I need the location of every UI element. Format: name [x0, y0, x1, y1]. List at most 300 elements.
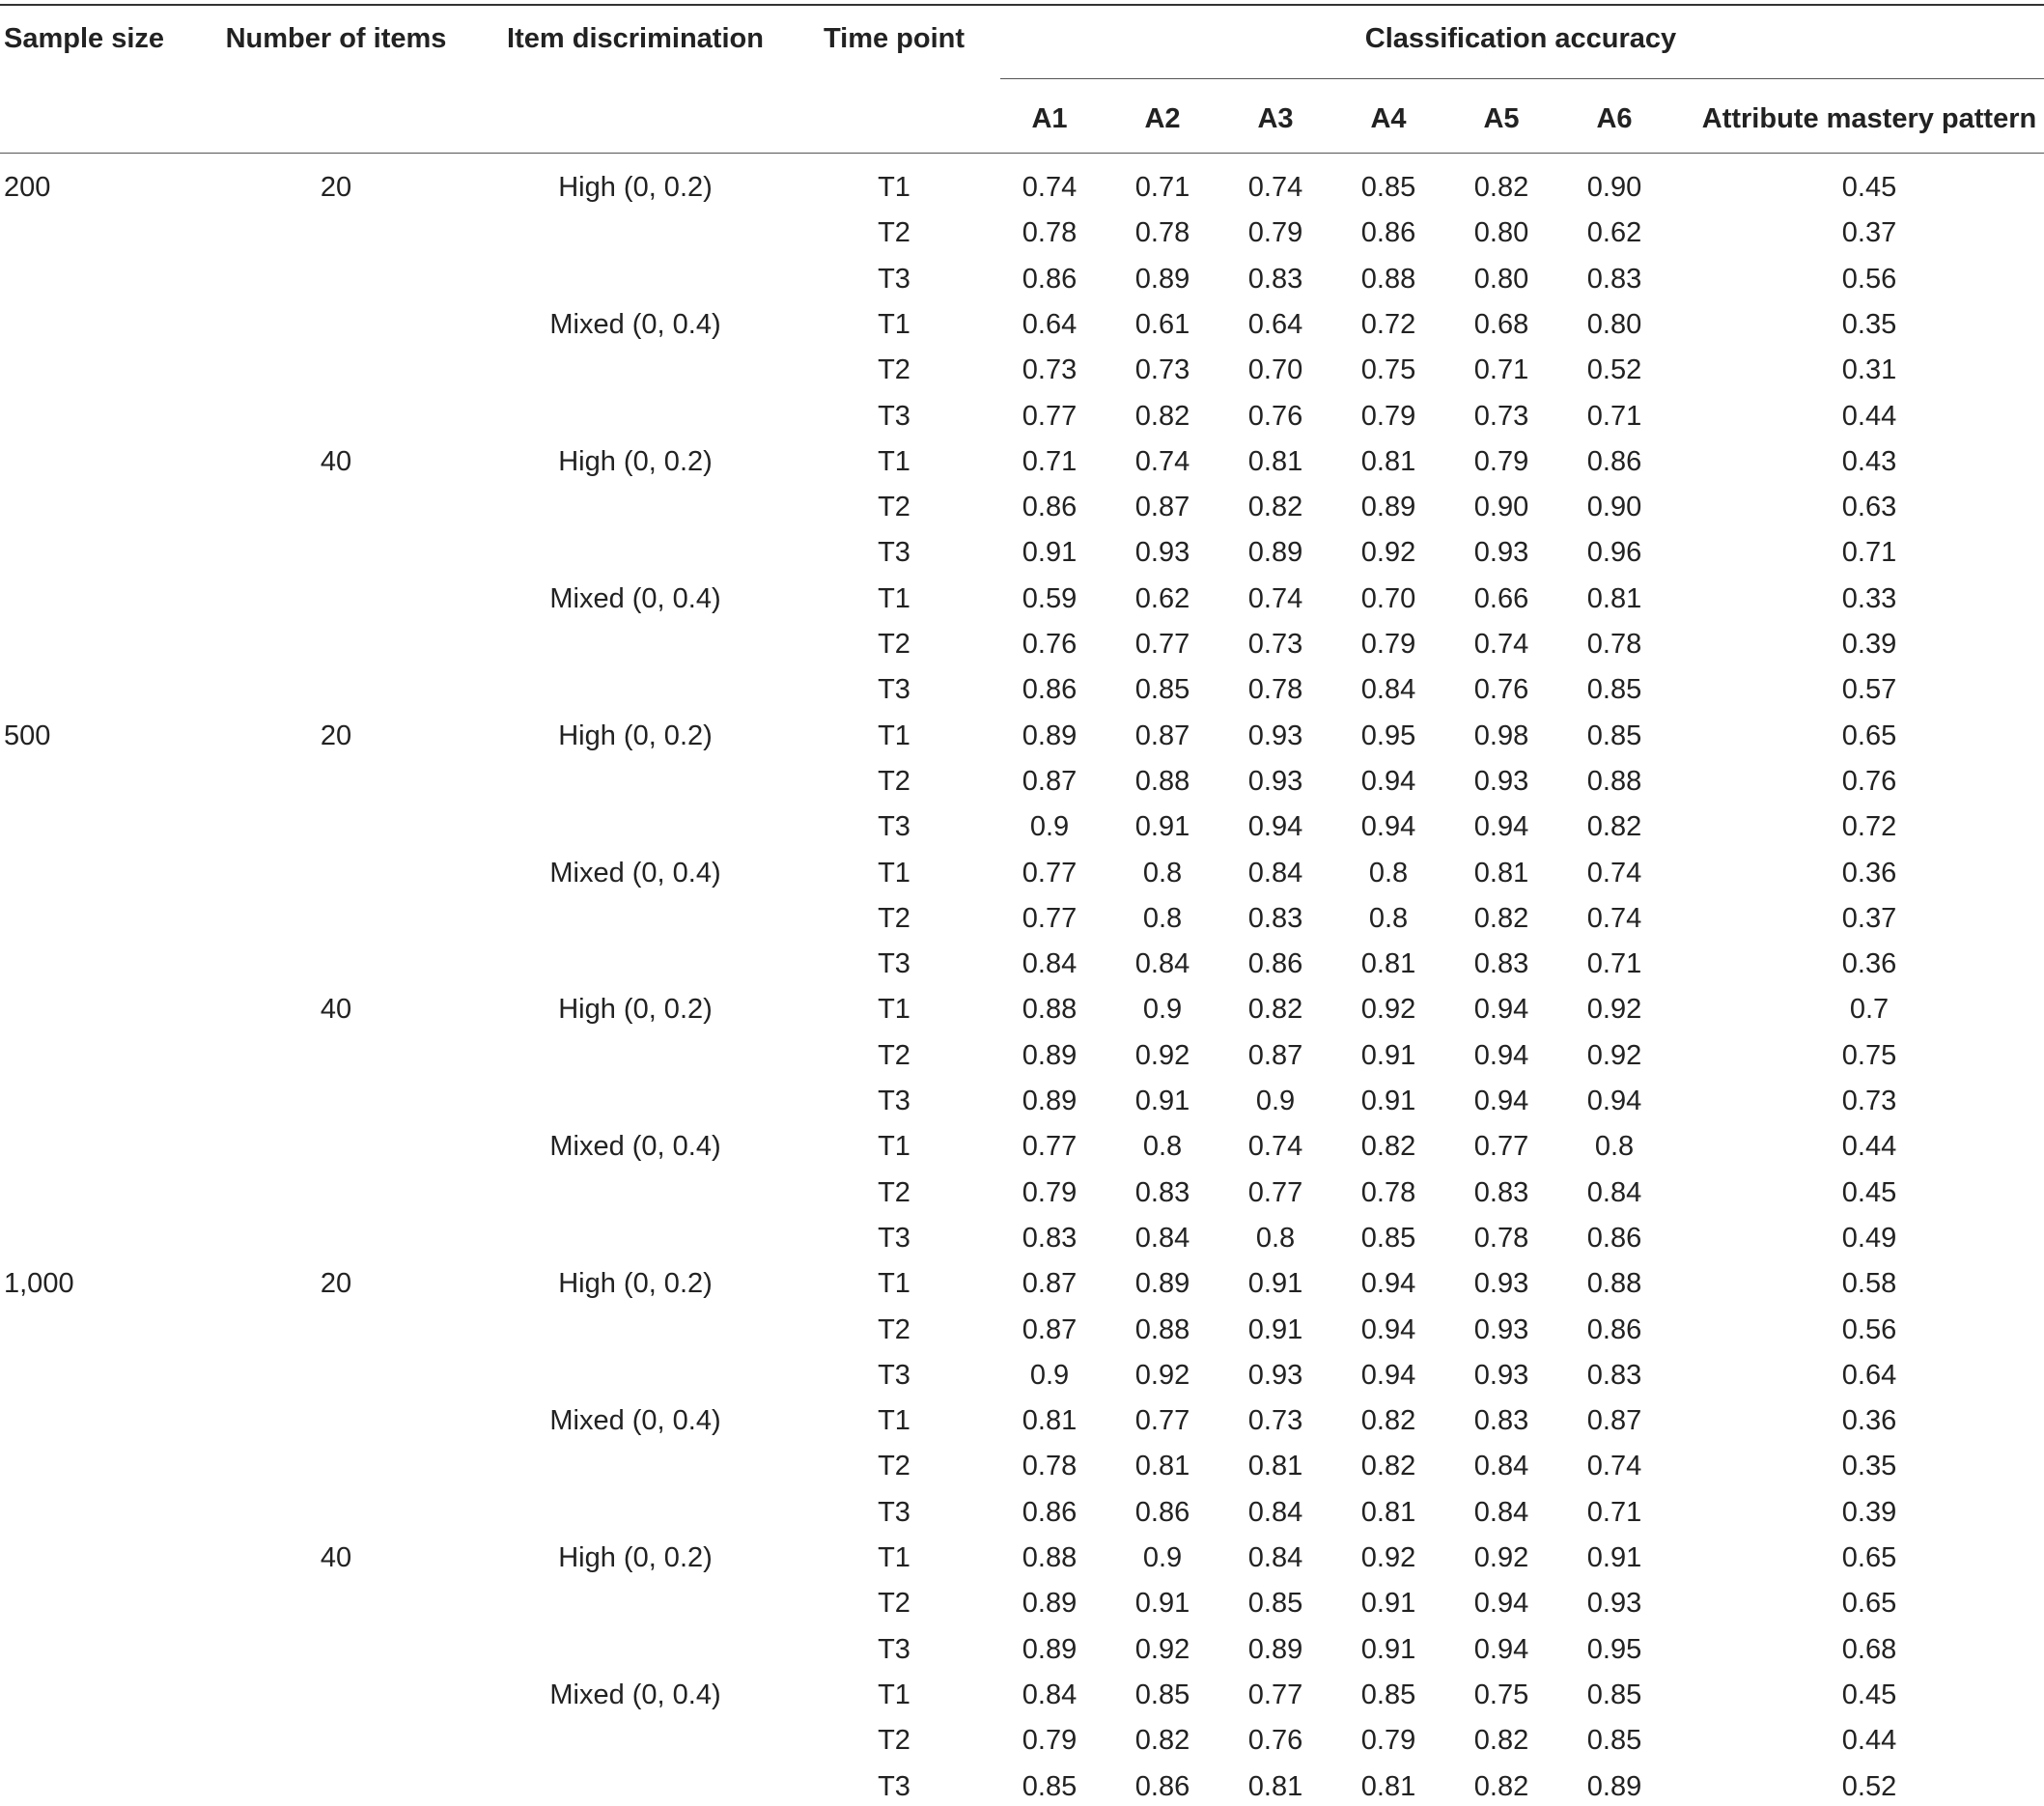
- time-point-cell: T3: [878, 1360, 910, 1391]
- accuracy-a1-cell: 0.89: [1022, 1634, 1078, 1665]
- attribute-mastery-pattern-cell: 0.65: [1841, 720, 1897, 751]
- accuracy-a2-cell: 0.87: [1134, 720, 1190, 751]
- accuracy-a6-cell: 0.89: [1586, 1771, 1642, 1802]
- accuracy-a3-cell: 0.93: [1247, 766, 1303, 797]
- accuracy-a4-cell: 0.95: [1360, 720, 1416, 751]
- accuracy-a6-cell: 0.71: [1586, 948, 1642, 979]
- accuracy-a2-cell: 0.8: [1142, 858, 1183, 889]
- accuracy-a6-cell: 0.92: [1586, 1040, 1642, 1071]
- attribute-mastery-pattern-cell: 0.39: [1841, 1497, 1897, 1528]
- accuracy-a6-cell: 0.86: [1586, 446, 1642, 477]
- accuracy-a3-cell: 0.78: [1247, 674, 1303, 705]
- accuracy-a6-cell: 0.90: [1586, 172, 1642, 203]
- time-point-cell: T2: [878, 1451, 910, 1481]
- accuracy-a5-cell: 0.92: [1473, 1542, 1529, 1573]
- accuracy-a5-cell: 0.81: [1473, 858, 1529, 889]
- accuracy-a3-cell: 0.91: [1247, 1314, 1303, 1345]
- accuracy-a3-cell: 0.91: [1247, 1268, 1303, 1299]
- accuracy-a1-cell: 0.79: [1022, 1177, 1078, 1208]
- accuracy-a3-cell: 0.89: [1247, 1634, 1303, 1665]
- accuracy-a3-cell: 0.77: [1247, 1177, 1303, 1208]
- accuracy-a3-cell: 0.94: [1247, 811, 1303, 842]
- attribute-mastery-pattern-cell: 0.7: [1849, 994, 1890, 1025]
- accuracy-a1-cell: 0.86: [1022, 492, 1078, 522]
- time-point-cell: T3: [878, 1771, 910, 1802]
- accuracy-a2-cell: 0.73: [1134, 354, 1190, 385]
- accuracy-a4-cell: 0.85: [1360, 1223, 1416, 1254]
- time-point-cell: T3: [878, 1223, 910, 1254]
- accuracy-a4-cell: 0.92: [1360, 994, 1416, 1025]
- accuracy-a2-cell: 0.91: [1134, 811, 1190, 842]
- accuracy-a1-cell: 0.81: [1022, 1405, 1078, 1436]
- accuracy-a4-cell: 0.91: [1360, 1588, 1416, 1619]
- time-point-cell: T3: [878, 811, 910, 842]
- accuracy-a4-cell: 0.94: [1360, 811, 1416, 842]
- accuracy-a5-cell: 0.75: [1473, 1679, 1529, 1710]
- accuracy-a6-cell: 0.96: [1586, 537, 1642, 568]
- accuracy-a5-cell: 0.94: [1473, 811, 1529, 842]
- accuracy-a3-cell: 0.8: [1255, 1223, 1296, 1254]
- accuracy-a5-cell: 0.73: [1473, 401, 1529, 432]
- accuracy-a1-cell: 0.77: [1022, 1131, 1078, 1162]
- accuracy-a5-cell: 0.68: [1473, 309, 1529, 340]
- accuracy-a3-cell: 0.83: [1247, 903, 1303, 934]
- number-of-items-cell: 20: [320, 172, 352, 203]
- accuracy-a3-cell: 0.84: [1247, 858, 1303, 889]
- accuracy-a2-cell: 0.82: [1134, 401, 1190, 432]
- item-discrimination-cell: High (0, 0.2): [558, 1542, 713, 1573]
- accuracy-a1-cell: 0.88: [1022, 1542, 1078, 1573]
- attribute-mastery-pattern-cell: 0.75: [1841, 1040, 1897, 1071]
- accuracy-a4-cell: 0.82: [1360, 1405, 1416, 1436]
- accuracy-a4-cell: 0.84: [1360, 674, 1416, 705]
- accuracy-a4-cell: 0.75: [1360, 354, 1416, 385]
- attribute-mastery-pattern-cell: 0.63: [1841, 492, 1897, 522]
- attribute-mastery-pattern-cell: 0.35: [1841, 1451, 1897, 1481]
- accuracy-a5-cell: 0.93: [1473, 1360, 1529, 1391]
- time-point-cell: T3: [878, 948, 910, 979]
- accuracy-a5-cell: 0.94: [1473, 1588, 1529, 1619]
- accuracy-a1-cell: 0.91: [1022, 537, 1078, 568]
- accuracy-a4-cell: 0.79: [1360, 401, 1416, 432]
- accuracy-a5-cell: 0.77: [1473, 1131, 1529, 1162]
- attribute-mastery-pattern-cell: 0.52: [1841, 1771, 1897, 1802]
- accuracy-a4-cell: 0.85: [1360, 1679, 1416, 1710]
- time-point-cell: T2: [878, 1588, 910, 1619]
- time-point-cell: T1: [878, 994, 910, 1025]
- accuracy-a6-cell: 0.86: [1586, 1314, 1642, 1345]
- accuracy-a6-cell: 0.87: [1586, 1405, 1642, 1436]
- time-point-cell: T1: [878, 720, 910, 751]
- number-of-items-cell: 40: [320, 1542, 352, 1573]
- item-discrimination-cell: Mixed (0, 0.4): [549, 1131, 721, 1162]
- attribute-mastery-pattern-cell: 0.31: [1841, 354, 1897, 385]
- accuracy-a1-cell: 0.74: [1022, 172, 1078, 203]
- accuracy-a3-cell: 0.74: [1247, 172, 1303, 203]
- attribute-mastery-pattern-cell: 0.64: [1841, 1360, 1897, 1391]
- number-of-items-cell: 20: [320, 720, 352, 751]
- time-point-cell: T2: [878, 1040, 910, 1071]
- time-point-cell: T1: [878, 1268, 910, 1299]
- time-point-cell: T3: [878, 401, 910, 432]
- item-discrimination-cell: High (0, 0.2): [558, 446, 713, 477]
- accuracy-a1-cell: 0.78: [1022, 1451, 1078, 1481]
- accuracy-a5-cell: 0.94: [1473, 1634, 1529, 1665]
- accuracy-a3-cell: 0.82: [1247, 492, 1303, 522]
- accuracy-a2-cell: 0.78: [1134, 217, 1190, 248]
- accuracy-a5-cell: 0.82: [1473, 903, 1529, 934]
- accuracy-a2-cell: 0.62: [1134, 583, 1190, 614]
- accuracy-a5-cell: 0.98: [1473, 720, 1529, 751]
- time-point-cell: T3: [878, 674, 910, 705]
- accuracy-a1-cell: 0.84: [1022, 948, 1078, 979]
- item-discrimination-cell: High (0, 0.2): [558, 1268, 713, 1299]
- accuracy-a3-cell: 0.85: [1247, 1588, 1303, 1619]
- time-point-cell: T1: [878, 172, 910, 203]
- accuracy-a2-cell: 0.71: [1134, 172, 1190, 203]
- sample-size-cell: 500: [4, 720, 51, 751]
- accuracy-a3-cell: 0.73: [1247, 1405, 1303, 1436]
- accuracy-a6-cell: 0.94: [1586, 1086, 1642, 1116]
- attribute-mastery-pattern-cell: 0.43: [1841, 446, 1897, 477]
- time-point-cell: T3: [878, 1634, 910, 1665]
- accuracy-a2-cell: 0.61: [1134, 309, 1190, 340]
- time-point-cell: T1: [878, 858, 910, 889]
- header-classification-accuracy: Classification accuracy: [1364, 23, 1677, 54]
- accuracy-a1-cell: 0.84: [1022, 1679, 1078, 1710]
- attribute-mastery-pattern-cell: 0.37: [1841, 217, 1897, 248]
- accuracy-a1-cell: 0.73: [1022, 354, 1078, 385]
- item-discrimination-cell: High (0, 0.2): [558, 720, 713, 751]
- accuracy-a2-cell: 0.84: [1134, 948, 1190, 979]
- accuracy-a3-cell: 0.74: [1247, 583, 1303, 614]
- accuracy-a3-cell: 0.84: [1247, 1497, 1303, 1528]
- number-of-items-cell: 20: [320, 1268, 352, 1299]
- accuracy-a4-cell: 0.85: [1360, 172, 1416, 203]
- attribute-mastery-pattern-cell: 0.39: [1841, 629, 1897, 660]
- accuracy-a2-cell: 0.74: [1134, 446, 1190, 477]
- item-discrimination-cell: Mixed (0, 0.4): [549, 858, 721, 889]
- accuracy-a2-cell: 0.84: [1134, 1223, 1190, 1254]
- time-point-cell: T2: [878, 1725, 910, 1756]
- time-point-cell: T1: [878, 446, 910, 477]
- attribute-mastery-pattern-cell: 0.37: [1841, 903, 1897, 934]
- accuracy-a1-cell: 0.59: [1022, 583, 1078, 614]
- header-attribute-mastery-pattern: Attribute mastery pattern: [1701, 103, 2037, 134]
- accuracy-a1-cell: 0.71: [1022, 446, 1078, 477]
- accuracy-a1-cell: 0.77: [1022, 401, 1078, 432]
- accuracy-a2-cell: 0.87: [1134, 492, 1190, 522]
- time-point-cell: T1: [878, 1542, 910, 1573]
- accuracy-a1-cell: 0.64: [1022, 309, 1078, 340]
- header-bottom-rule: [0, 153, 2044, 154]
- time-point-cell: T3: [878, 537, 910, 568]
- time-point-cell: T1: [878, 1679, 910, 1710]
- accuracy-a5-cell: 0.71: [1473, 354, 1529, 385]
- accuracy-a6-cell: 0.82: [1586, 811, 1642, 842]
- accuracy-a4-cell: 0.91: [1360, 1086, 1416, 1116]
- accuracy-a5-cell: 0.83: [1473, 1405, 1529, 1436]
- accuracy-a5-cell: 0.84: [1473, 1451, 1529, 1481]
- time-point-cell: T2: [878, 1177, 910, 1208]
- header-a4: A4: [1370, 103, 1407, 134]
- item-discrimination-cell: Mixed (0, 0.4): [549, 583, 721, 614]
- accuracy-a4-cell: 0.8: [1368, 858, 1409, 889]
- accuracy-a4-cell: 0.70: [1360, 583, 1416, 614]
- attribute-mastery-pattern-cell: 0.36: [1841, 858, 1897, 889]
- header-item-discrimination: Item discrimination: [507, 23, 764, 54]
- accuracy-a4-cell: 0.92: [1360, 537, 1416, 568]
- accuracy-a1-cell: 0.88: [1022, 994, 1078, 1025]
- attribute-mastery-pattern-cell: 0.58: [1841, 1268, 1897, 1299]
- accuracy-a3-cell: 0.93: [1247, 720, 1303, 751]
- accuracy-a1-cell: 0.89: [1022, 1588, 1078, 1619]
- accuracy-a1-cell: 0.76: [1022, 629, 1078, 660]
- accuracy-a6-cell: 0.86: [1586, 1223, 1642, 1254]
- accuracy-a2-cell: 0.8: [1142, 903, 1183, 934]
- accuracy-a3-cell: 0.87: [1247, 1040, 1303, 1071]
- accuracy-a1-cell: 0.87: [1022, 766, 1078, 797]
- accuracy-a1-cell: 0.9: [1029, 1360, 1070, 1391]
- accuracy-a5-cell: 0.83: [1473, 1177, 1529, 1208]
- header-time-point: Time point: [823, 23, 966, 54]
- accuracy-a6-cell: 0.91: [1586, 1542, 1642, 1573]
- accuracy-a3-cell: 0.9: [1255, 1086, 1296, 1116]
- accuracy-a3-cell: 0.73: [1247, 629, 1303, 660]
- accuracy-a2-cell: 0.92: [1134, 1360, 1190, 1391]
- accuracy-a6-cell: 0.83: [1586, 1360, 1642, 1391]
- accuracy-a1-cell: 0.83: [1022, 1223, 1078, 1254]
- accuracy-a6-cell: 0.92: [1586, 994, 1642, 1025]
- accuracy-a6-cell: 0.71: [1586, 1497, 1642, 1528]
- accuracy-a1-cell: 0.78: [1022, 217, 1078, 248]
- accuracy-a6-cell: 0.81: [1586, 583, 1642, 614]
- accuracy-a5-cell: 0.94: [1473, 994, 1529, 1025]
- item-discrimination-cell: High (0, 0.2): [558, 172, 713, 203]
- accuracy-a4-cell: 0.88: [1360, 264, 1416, 295]
- accuracy-a6-cell: 0.71: [1586, 401, 1642, 432]
- accuracy-a2-cell: 0.83: [1134, 1177, 1190, 1208]
- accuracy-a4-cell: 0.89: [1360, 492, 1416, 522]
- accuracy-a4-cell: 0.81: [1360, 1497, 1416, 1528]
- accuracy-a2-cell: 0.92: [1134, 1634, 1190, 1665]
- accuracy-a4-cell: 0.79: [1360, 629, 1416, 660]
- accuracy-a5-cell: 0.84: [1473, 1497, 1529, 1528]
- accuracy-a2-cell: 0.88: [1134, 1314, 1190, 1345]
- accuracy-a1-cell: 0.87: [1022, 1268, 1078, 1299]
- time-point-cell: T1: [878, 583, 910, 614]
- accuracy-a1-cell: 0.77: [1022, 858, 1078, 889]
- accuracy-a6-cell: 0.74: [1586, 858, 1642, 889]
- attribute-mastery-pattern-cell: 0.57: [1841, 674, 1897, 705]
- accuracy-a6-cell: 0.90: [1586, 492, 1642, 522]
- accuracy-a2-cell: 0.86: [1134, 1497, 1190, 1528]
- attribute-mastery-pattern-cell: 0.45: [1841, 172, 1897, 203]
- attribute-mastery-pattern-cell: 0.56: [1841, 1314, 1897, 1345]
- accuracy-a4-cell: 0.94: [1360, 1268, 1416, 1299]
- accuracy-a6-cell: 0.74: [1586, 903, 1642, 934]
- accuracy-a3-cell: 0.89: [1247, 537, 1303, 568]
- accuracy-a6-cell: 0.85: [1586, 1725, 1642, 1756]
- time-point-cell: T1: [878, 1131, 910, 1162]
- accuracy-a3-cell: 0.70: [1247, 354, 1303, 385]
- accuracy-a4-cell: 0.78: [1360, 1177, 1416, 1208]
- accuracy-a6-cell: 0.84: [1586, 1177, 1642, 1208]
- sample-size-cell: 200: [4, 172, 51, 203]
- item-discrimination-cell: Mixed (0, 0.4): [549, 309, 721, 340]
- table-top-rule: [0, 4, 2044, 6]
- accuracy-a6-cell: 0.85: [1586, 674, 1642, 705]
- accuracy-a4-cell: 0.94: [1360, 1314, 1416, 1345]
- accuracy-a2-cell: 0.9: [1142, 1542, 1183, 1573]
- header-sample-size: Sample size: [4, 23, 165, 54]
- accuracy-a2-cell: 0.77: [1134, 629, 1190, 660]
- number-of-items-cell: 40: [320, 446, 352, 477]
- accuracy-a1-cell: 0.86: [1022, 1497, 1078, 1528]
- accuracy-a1-cell: 0.85: [1022, 1771, 1078, 1802]
- accuracy-a6-cell: 0.93: [1586, 1588, 1642, 1619]
- accuracy-a6-cell: 0.78: [1586, 629, 1642, 660]
- accuracy-a2-cell: 0.85: [1134, 674, 1190, 705]
- accuracy-a2-cell: 0.88: [1134, 766, 1190, 797]
- attribute-mastery-pattern-cell: 0.44: [1841, 1725, 1897, 1756]
- header-number-of-items: Number of items: [225, 23, 447, 54]
- accuracy-a2-cell: 0.93: [1134, 537, 1190, 568]
- accuracy-a5-cell: 0.93: [1473, 1268, 1529, 1299]
- accuracy-a3-cell: 0.74: [1247, 1131, 1303, 1162]
- classification-accuracy-rule: [1000, 78, 2044, 79]
- accuracy-a2-cell: 0.91: [1134, 1588, 1190, 1619]
- accuracy-a4-cell: 0.81: [1360, 1771, 1416, 1802]
- accuracy-a6-cell: 0.85: [1586, 720, 1642, 751]
- accuracy-a6-cell: 0.83: [1586, 264, 1642, 295]
- accuracy-a3-cell: 0.77: [1247, 1679, 1303, 1710]
- accuracy-a4-cell: 0.79: [1360, 1725, 1416, 1756]
- accuracy-a3-cell: 0.81: [1247, 1771, 1303, 1802]
- attribute-mastery-pattern-cell: 0.44: [1841, 401, 1897, 432]
- accuracy-a2-cell: 0.77: [1134, 1405, 1190, 1436]
- accuracy-a3-cell: 0.76: [1247, 1725, 1303, 1756]
- time-point-cell: T2: [878, 629, 910, 660]
- accuracy-a3-cell: 0.82: [1247, 994, 1303, 1025]
- accuracy-a6-cell: 0.88: [1586, 766, 1642, 797]
- accuracy-a5-cell: 0.93: [1473, 1314, 1529, 1345]
- accuracy-a5-cell: 0.74: [1473, 629, 1529, 660]
- accuracy-a6-cell: 0.8: [1594, 1131, 1635, 1162]
- accuracy-a5-cell: 0.83: [1473, 948, 1529, 979]
- accuracy-a1-cell: 0.86: [1022, 264, 1078, 295]
- header-a6: A6: [1596, 103, 1633, 134]
- time-point-cell: T3: [878, 1497, 910, 1528]
- item-discrimination-cell: Mixed (0, 0.4): [549, 1405, 721, 1436]
- accuracy-a4-cell: 0.91: [1360, 1634, 1416, 1665]
- accuracy-a5-cell: 0.94: [1473, 1086, 1529, 1116]
- header-a2: A2: [1144, 103, 1181, 134]
- number-of-items-cell: 40: [320, 994, 352, 1025]
- accuracy-a6-cell: 0.85: [1586, 1679, 1642, 1710]
- attribute-mastery-pattern-cell: 0.35: [1841, 309, 1897, 340]
- accuracy-a1-cell: 0.79: [1022, 1725, 1078, 1756]
- accuracy-a2-cell: 0.86: [1134, 1771, 1190, 1802]
- time-point-cell: T1: [878, 309, 910, 340]
- attribute-mastery-pattern-cell: 0.56: [1841, 264, 1897, 295]
- accuracy-a5-cell: 0.90: [1473, 492, 1529, 522]
- attribute-mastery-pattern-cell: 0.36: [1841, 948, 1897, 979]
- accuracy-a5-cell: 0.93: [1473, 537, 1529, 568]
- accuracy-a4-cell: 0.92: [1360, 1542, 1416, 1573]
- accuracy-a2-cell: 0.85: [1134, 1679, 1190, 1710]
- accuracy-a6-cell: 0.74: [1586, 1451, 1642, 1481]
- accuracy-a4-cell: 0.94: [1360, 1360, 1416, 1391]
- accuracy-a6-cell: 0.88: [1586, 1268, 1642, 1299]
- accuracy-a1-cell: 0.89: [1022, 1040, 1078, 1071]
- accuracy-a3-cell: 0.64: [1247, 309, 1303, 340]
- accuracy-a2-cell: 0.81: [1134, 1451, 1190, 1481]
- accuracy-a6-cell: 0.52: [1586, 354, 1642, 385]
- accuracy-a4-cell: 0.81: [1360, 948, 1416, 979]
- time-point-cell: T2: [878, 903, 910, 934]
- accuracy-a6-cell: 0.62: [1586, 217, 1642, 248]
- accuracy-a4-cell: 0.8: [1368, 903, 1409, 934]
- accuracy-a1-cell: 0.77: [1022, 903, 1078, 934]
- accuracy-a3-cell: 0.93: [1247, 1360, 1303, 1391]
- attribute-mastery-pattern-cell: 0.65: [1841, 1588, 1897, 1619]
- accuracy-a1-cell: 0.86: [1022, 674, 1078, 705]
- time-point-cell: T2: [878, 217, 910, 248]
- accuracy-a3-cell: 0.81: [1247, 1451, 1303, 1481]
- time-point-cell: T3: [878, 264, 910, 295]
- attribute-mastery-pattern-cell: 0.33: [1841, 583, 1897, 614]
- accuracy-a5-cell: 0.79: [1473, 446, 1529, 477]
- accuracy-a5-cell: 0.94: [1473, 1040, 1529, 1071]
- attribute-mastery-pattern-cell: 0.72: [1841, 811, 1897, 842]
- accuracy-a1-cell: 0.89: [1022, 1086, 1078, 1116]
- accuracy-a2-cell: 0.92: [1134, 1040, 1190, 1071]
- attribute-mastery-pattern-cell: 0.36: [1841, 1405, 1897, 1436]
- sample-size-cell: 1,000: [4, 1268, 74, 1299]
- accuracy-a5-cell: 0.66: [1473, 583, 1529, 614]
- accuracy-a5-cell: 0.76: [1473, 674, 1529, 705]
- accuracy-a5-cell: 0.80: [1473, 264, 1529, 295]
- attribute-mastery-pattern-cell: 0.44: [1841, 1131, 1897, 1162]
- accuracy-a3-cell: 0.84: [1247, 1542, 1303, 1573]
- header-a5: A5: [1483, 103, 1520, 134]
- accuracy-a3-cell: 0.83: [1247, 264, 1303, 295]
- accuracy-a4-cell: 0.81: [1360, 446, 1416, 477]
- accuracy-a5-cell: 0.82: [1473, 172, 1529, 203]
- accuracy-a4-cell: 0.82: [1360, 1451, 1416, 1481]
- time-point-cell: T2: [878, 766, 910, 797]
- accuracy-a5-cell: 0.82: [1473, 1725, 1529, 1756]
- accuracy-a6-cell: 0.80: [1586, 309, 1642, 340]
- accuracy-a1-cell: 0.87: [1022, 1314, 1078, 1345]
- accuracy-a2-cell: 0.91: [1134, 1086, 1190, 1116]
- accuracy-a5-cell: 0.93: [1473, 766, 1529, 797]
- accuracy-a6-cell: 0.95: [1586, 1634, 1642, 1665]
- accuracy-a4-cell: 0.82: [1360, 1131, 1416, 1162]
- attribute-mastery-pattern-cell: 0.68: [1841, 1634, 1897, 1665]
- attribute-mastery-pattern-cell: 0.49: [1841, 1223, 1897, 1254]
- attribute-mastery-pattern-cell: 0.45: [1841, 1177, 1897, 1208]
- attribute-mastery-pattern-cell: 0.71: [1841, 537, 1897, 568]
- accuracy-a4-cell: 0.72: [1360, 309, 1416, 340]
- accuracy-a3-cell: 0.79: [1247, 217, 1303, 248]
- time-point-cell: T2: [878, 1314, 910, 1345]
- time-point-cell: T2: [878, 354, 910, 385]
- attribute-mastery-pattern-cell: 0.45: [1841, 1679, 1897, 1710]
- accuracy-a5-cell: 0.78: [1473, 1223, 1529, 1254]
- time-point-cell: T2: [878, 492, 910, 522]
